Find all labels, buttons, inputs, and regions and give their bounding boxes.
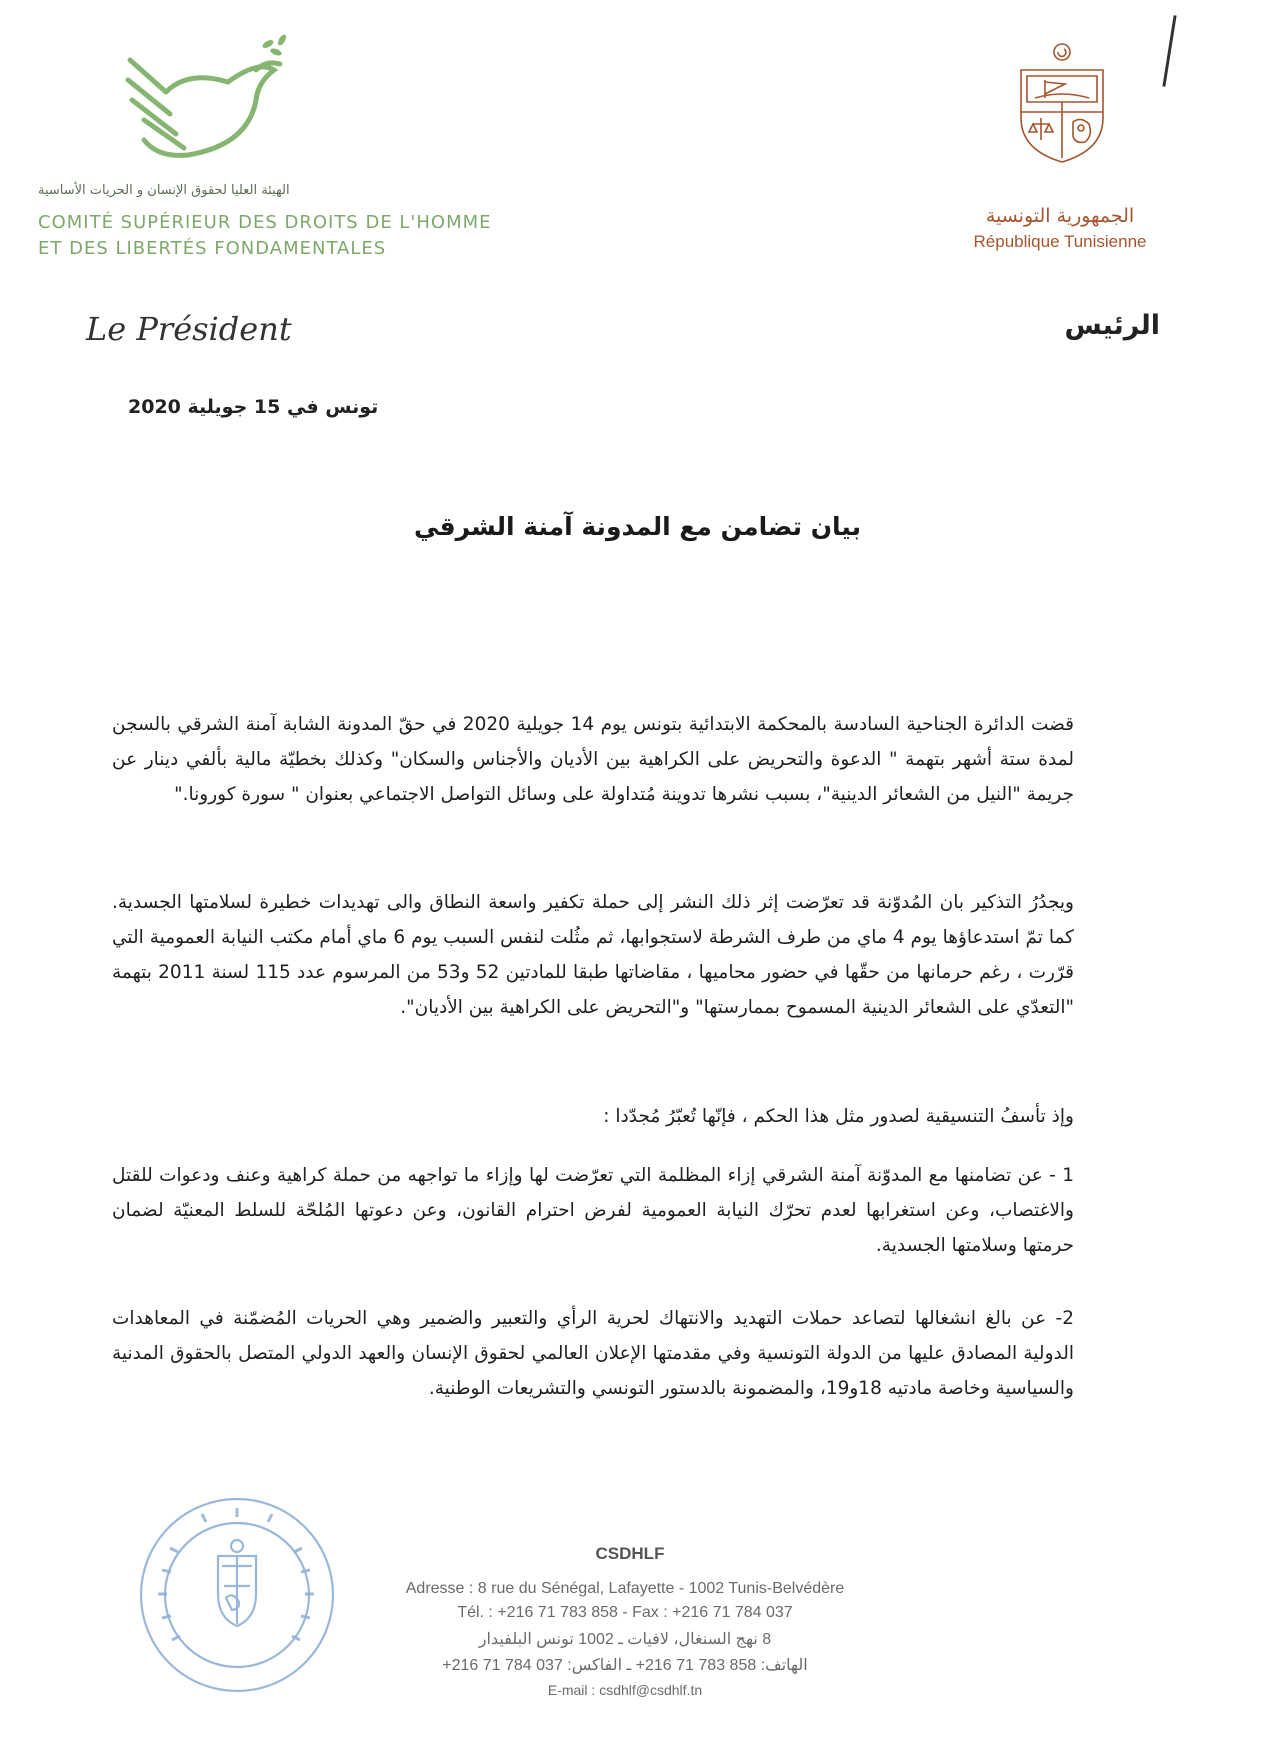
footer-acronym: CSDHLF [595, 1544, 665, 1563]
dove-logo [118, 30, 298, 170]
footer-phone-french: Tél. : +216 71 783 858 - Fax : +216 71 784 037 [457, 1604, 793, 1621]
tunisia-coat-of-arms-icon [1015, 40, 1110, 165]
org-name-arabic: الهيئة العليا لحقوق الإنسان و الحريات الأساسية [38, 183, 290, 198]
footer-address-french: Adresse : 8 rue du Sénégal, Lafayette - 1002 Tunis-Belvédère [405, 1580, 845, 1597]
org-name-french [38, 210, 492, 262]
footer-email[interactable]: E-mail : csdhlf@csdhlf.tn [547, 1682, 703, 1698]
republic-name-arabic: الجمهورية التونسية [985, 205, 1135, 227]
body-paragraph-2: ويجدُرُ التذكير بان المُدوّنة قد تعرّضت إثر ذلك النشر إلى حملة تكفير واسعة النطاق والى تهديدات خطيرة لسلامتها الجسدية. كما تمّ استدعاؤها يوم 4 ماي من طرف الشرطة لاستجوابها، ثم مثُلت لنفس السبب يوم 6 ماي أمام مكتب النيابة العمومية التي قرّرت ، رغم حرمانها من حقّها في حضور محاميها ، مقاضاتها طبقا للمادتين 52 و53 من المرسوم عدد 115 لسنة 2011 بتهمة "التعدّي على الشعائر الدينية المسموح بممارستها" و"التحريض على الكراهية بين الأديان". [112, 892, 1074, 1018]
body-paragraph-1: قضت الدائرة الجناحية السادسة بالمحكمة الابتدائية بتونس يوم 14 جويلية 2020 في حقّ المدونة الشابة آمنة الشرقي بالسجن لمدة ستة أشهر بتهمة " الدعوة والتحريض على الكراهية بين الأديان والأجناس والسكان" وكذلك بخطيّة مالية بألفي دينار عن جريمة "النيل من الشعائر الدينية"، بسبب نشرها تدوينة مُتداولة على وسائل التواصل الاجتماعي بعنوان " سورة كورونا." [112, 714, 1075, 805]
org-name-french-line1: COMITÉ SUPÉRIEUR DES DROITS DE L'HOMME [38, 212, 492, 233]
body-paragraph-4: 1 - عن تضامنها مع المدوّنة آمنة الشرقي إزاء المظلمة التي تعرّضت لها وإزاء ما تواجهه من حملة كراهية وعنف ودعوات للقتل والاغتصاب، وعن استغرابها لعدم تحرّك النيابة العمومية لفرض احترام القانون، وعن دعوتها المُلحّة للسلط المعنيّة لضمان حرمتها وسلامتها الجسدية. [112, 1165, 1074, 1256]
footer-address-arabic: 8 نهج السنغال، لافيات ـ 1002 تونس البلفيدار [478, 1631, 772, 1648]
org-name-french-line2: ET DES LIBERTÉS FONDAMENTALES [38, 238, 387, 259]
body-paragraph-3: وإذ تأسفُ التنسيقية لصدور مثل هذا الحكم ، فإنّها تُعبّرُ مُجدّدا : [603, 1106, 1074, 1127]
margin-stroke [1162, 15, 1176, 87]
footer-phone-arabic[interactable]: الهاتف: 858 783 71 216+ ـ الفاكس: 037 784 71 216+ [442, 1657, 808, 1674]
le-president-signature-title: Le Président [86, 310, 292, 348]
body-paragraph-5: 2- عن بالغ انشغالها لتصاعد حملات التهديد والانتهاك لحرية الرأي والتعبير والضمير وهي الحريات المُضمّنة في المعاهدات الدولية المصادق عليها من الدولة التونسية وفي مقدمتها الإعلان العالمي لحقوق الإنسان والعهد الدولي المتصل بالحقوق المدنية والسياسية وخاصة مادتيه 18و19، والمضمونة بالدستور التونسي والتشريعات الوطنية. [112, 1308, 1074, 1399]
official-stamp-icon [132, 1490, 342, 1700]
president-title-arabic: الرئيس [1064, 310, 1160, 341]
document-date: تونس في 15 جويلية 2020 [128, 396, 379, 418]
statement-title: بيان تضامن مع المدونة آمنة الشرقي [413, 512, 862, 541]
republic-name-french: République Tunisienne [973, 232, 1147, 251]
